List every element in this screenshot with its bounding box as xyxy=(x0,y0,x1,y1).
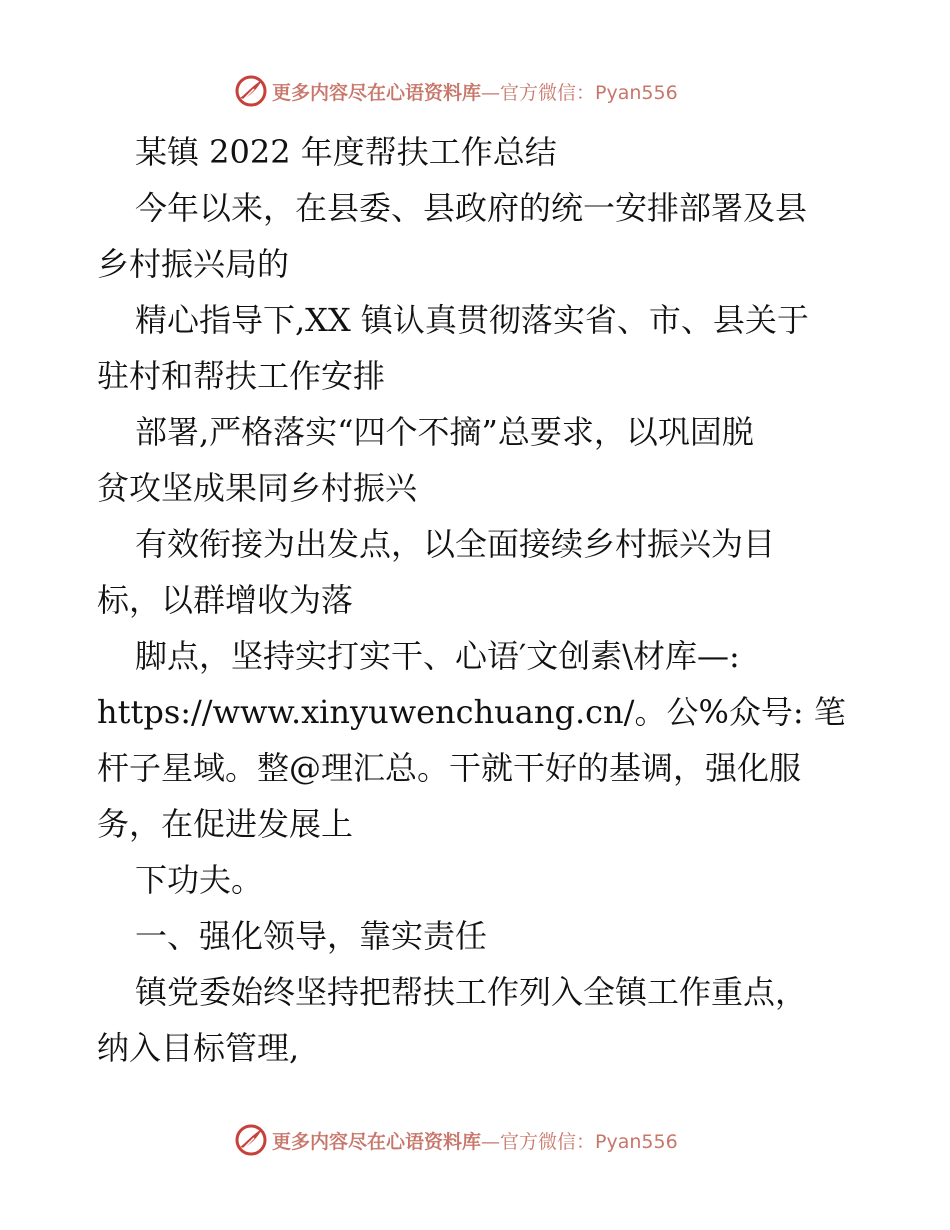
banner-wechat-label: 官方微信： xyxy=(500,1130,596,1153)
paragraph-line: 下功夫。 xyxy=(135,861,264,899)
paragraph-line: 部署,严格落实“四个不摘”总要求，以巩固脱 xyxy=(135,413,754,451)
banner-text xyxy=(272,78,678,105)
banner-separator: — xyxy=(481,1130,501,1153)
paragraph-line: 精心指导下,XX 镇认真贯彻落实省、市、县关于 xyxy=(135,301,809,339)
paragraph-line: 务，在促进发展上 xyxy=(97,805,354,843)
quill-pen-logo-icon xyxy=(234,74,268,108)
banner-title: 更多内容尽在心语资料库 xyxy=(272,1130,482,1153)
paragraph-line: 贫攻坚成果同乡村振兴 xyxy=(97,469,418,507)
banner-wechat-label: 官方微信： xyxy=(500,81,596,104)
paragraph-line: 纳入目标管理, xyxy=(97,1029,300,1067)
banner-text xyxy=(272,1127,678,1154)
paragraph-line: 有效衔接为出发点，以全面接续乡村振兴为目 xyxy=(135,525,776,563)
paragraph-line: https://www.xinyuwenchuang.cn/。公%众号: 笔 xyxy=(97,693,846,731)
banner-title: 更多内容尽在心语资料库 xyxy=(272,81,482,104)
paragraph-line: 标，以群增收为落 xyxy=(97,581,354,619)
paragraph-line: 镇党委始终坚持把帮扶工作列入全镇工作重点， xyxy=(135,973,808,1011)
banner-wechat-id: Pyan556 xyxy=(595,1130,678,1153)
document-body xyxy=(97,124,857,1076)
paragraph-line: 乡村振兴局的 xyxy=(97,245,290,283)
quill-pen-logo-icon xyxy=(234,1123,268,1157)
paragraph-line: 今年以来，在县委、县政府的统一安排部署及县 xyxy=(135,189,808,227)
banner-separator: — xyxy=(481,81,501,104)
section-heading: 一、强化领导，靠实责任 xyxy=(135,917,488,955)
document-title: 某镇 2022 年度帮扶工作总结 xyxy=(135,133,557,171)
header-banner xyxy=(234,72,678,110)
paragraph-line: 驻村和帮扶工作安排 xyxy=(97,357,386,395)
banner-wechat-id: Pyan556 xyxy=(595,81,678,104)
paragraph-line: 脚点，坚持实打实干、心语′文创素\材库—: xyxy=(135,637,740,675)
footer-banner xyxy=(234,1121,678,1159)
paragraph-line: 杆子星域。整@理汇总。干就干好的基调，强化服 xyxy=(97,749,802,787)
